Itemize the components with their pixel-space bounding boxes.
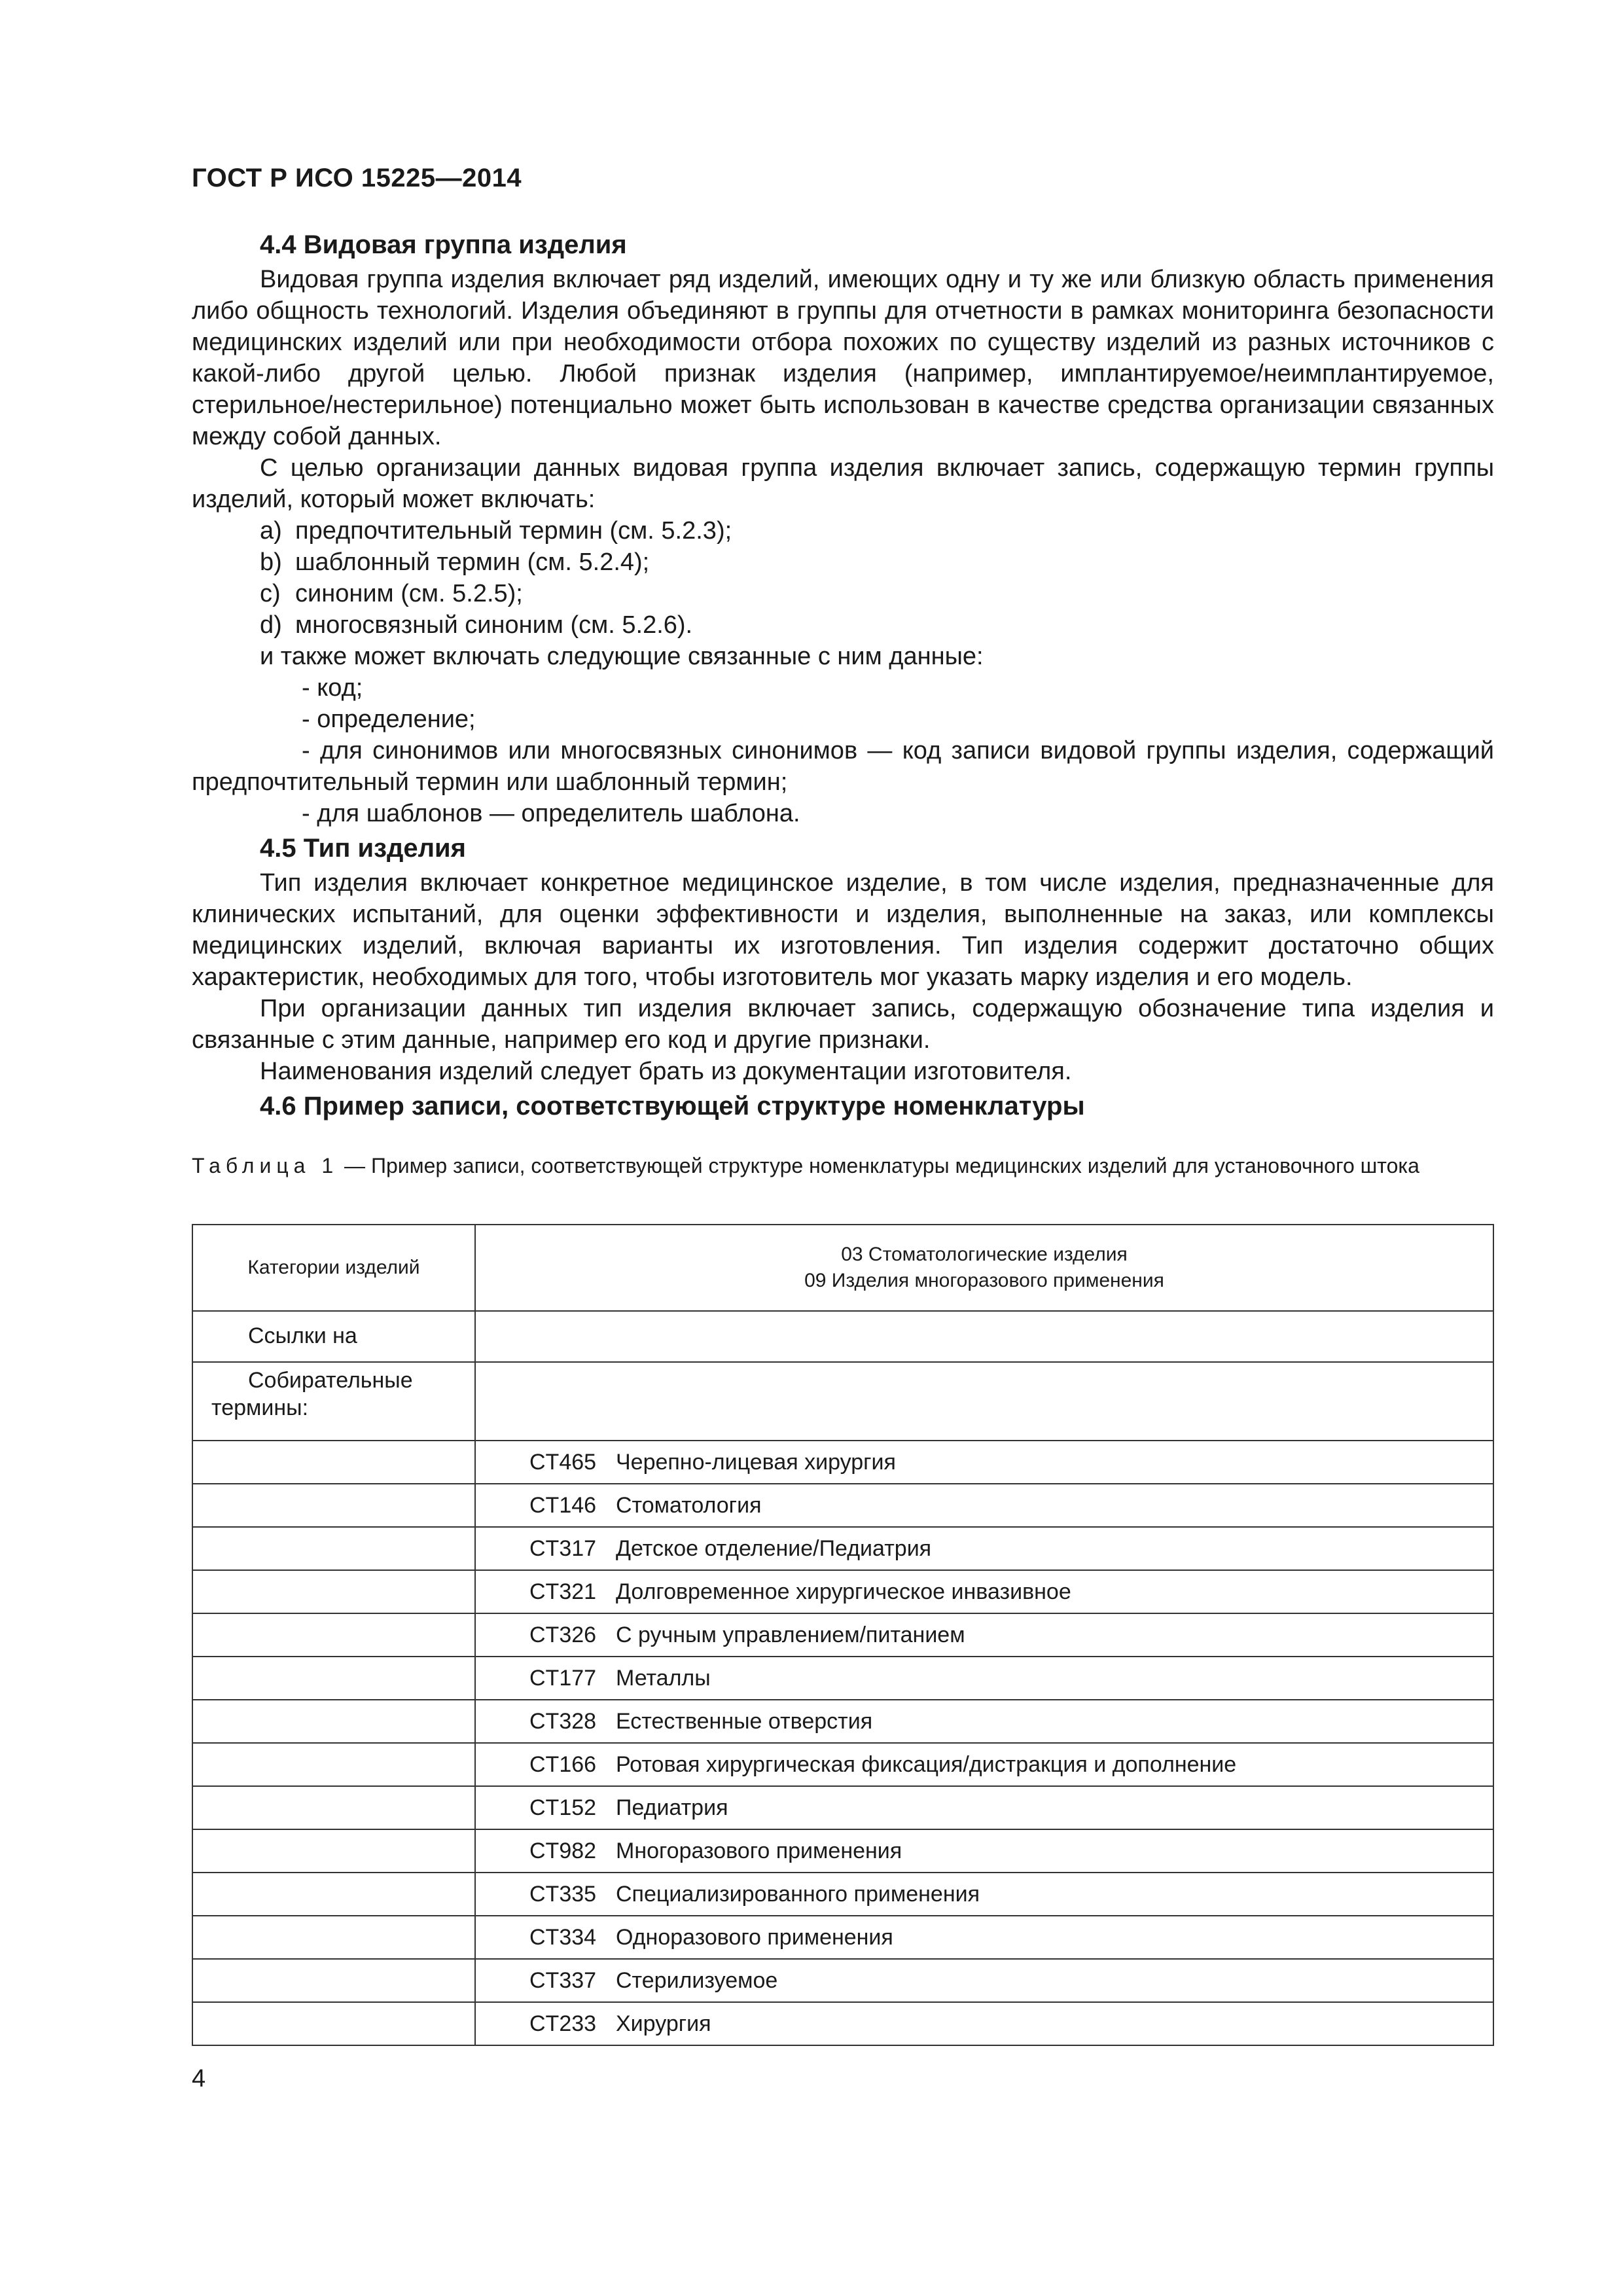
term-cell	[475, 1873, 1493, 1916]
empty-cell	[192, 1441, 475, 1484]
term-name: Черепно-лицевая хирургия	[616, 1450, 896, 1475]
section-4-5-heading: 4.5 Тип изделия	[260, 834, 466, 863]
term-code: CT326	[529, 1623, 597, 1647]
term-cell	[475, 1743, 1493, 1786]
table-row	[192, 1484, 1493, 1527]
list-item-a	[192, 515, 1494, 547]
table-row	[192, 1959, 1493, 2002]
section-4-4-heading: 4.4 Видовая группа изделия	[260, 230, 627, 259]
term-code: CT166	[529, 1752, 597, 1777]
term-cell	[475, 1786, 1493, 1829]
empty-cell	[192, 1570, 475, 1613]
section-4-6-heading: 4.6 Пример записи, соответствующей структуре номенклатуры	[260, 1092, 1085, 1121]
term-cell	[475, 1570, 1493, 1613]
term-name: Ротовая хирургическая фиксация/дистракция и дополнение	[616, 1752, 1237, 1777]
list-text: предпочтительный термин (см. 5.2.3);	[295, 517, 732, 545]
table-caption	[192, 1152, 1494, 1179]
term-name: Металлы	[616, 1666, 711, 1691]
term-code: CT321	[529, 1579, 597, 1604]
term-code: CT334	[529, 1925, 597, 1950]
header-group-09: 09 Изделия многоразового применения	[804, 1270, 1164, 1291]
term-name: Детское отделение/Педиатрия	[616, 1536, 932, 1561]
header-categories: Категории изделий	[192, 1225, 475, 1311]
list-text: синоним (см. 5.2.5);	[295, 580, 523, 607]
section-4-4-paragraph-1: Видовая группа изделия включает ряд изделий, имеющих одну и ту же или близкую область применения либо общность технологий. Изделия объединяют в группы для отчетности в рамках мониторинга безопасности медицинских изделий или при необходимости отбора похожих по существу изделий из разных источников с какой-либо другой целью. Любой признак изделия (например, имплантируемое/неимплантируемое, стерильное/нестерильное) потенциально может быть использован в качестве средства организации связанных между собой данных.	[192, 266, 1494, 450]
empty-cell	[192, 1613, 475, 1657]
term-cell	[475, 2002, 1493, 2045]
term-cell	[475, 1613, 1493, 1657]
category-cell	[192, 1362, 475, 1441]
empty-cell	[192, 1484, 475, 1527]
dash-item-definition: - определение;	[302, 706, 476, 733]
table-row	[192, 1829, 1493, 1873]
term-cell	[475, 1829, 1493, 1873]
empty-cell	[475, 1362, 1493, 1441]
term-name: Одноразового применения	[616, 1925, 893, 1950]
table-row	[192, 1916, 1493, 1959]
term-cell	[475, 1657, 1493, 1700]
table-row	[192, 1657, 1493, 1700]
dash-item-synonyms: - для синонимов или многосвязных синонимов — код записи видовой группы изделия, содержащий предпочтительный термин или шаблонный термин;	[192, 737, 1494, 796]
term-code: CT317	[529, 1536, 597, 1561]
table-row	[192, 2002, 1493, 2045]
term-code: CT335	[529, 1882, 597, 1907]
term-name: Педиатрия	[616, 1795, 728, 1820]
list-marker: c)	[260, 580, 281, 607]
nomenclature-table	[192, 1224, 1494, 2046]
list-marker: a)	[260, 517, 282, 545]
list-item-b	[192, 547, 1494, 578]
empty-cell	[192, 1700, 475, 1743]
term-name: Долговременное хирургическое инвазивное	[616, 1579, 1071, 1604]
list-text: шаблонный термин (см. 5.2.4);	[295, 548, 650, 576]
section-4-5-paragraph-1: Тип изделия включает конкретное медицинское изделие, в том числе изделия, предназначенные для клинических испытаний, для оценки эффективности и изделия, выполненные на заказ, или комплексы медицинских изделий, включая варианты их изготовления. Тип изделия содержит достаточно общих характеристик, необходимых для того, чтобы изготовитель мог указать марку изделия и его модель.	[192, 869, 1494, 991]
term-code: CT337	[529, 1968, 597, 1993]
section-4-5-paragraph-3: Наименования изделий следует брать из документации изготовителя.	[260, 1058, 1072, 1085]
term-name: Хирургия	[616, 2011, 711, 2036]
table-row	[192, 1873, 1493, 1916]
term-name: Многоразового применения	[616, 1839, 902, 1863]
page-number: 4	[192, 2065, 206, 2092]
document-body	[192, 226, 1494, 1125]
references-label: Ссылки на	[248, 1323, 357, 1348]
term-code: CT177	[529, 1666, 597, 1691]
table-row	[192, 1786, 1493, 1829]
collective-terms-label-line1: Собирательные	[248, 1368, 413, 1393]
section-4-4-paragraph-2: С целью организации данных видовая группа изделия включает запись, содержащую термин группы изделий, который может включать:	[192, 454, 1494, 513]
table-row	[192, 1700, 1493, 1743]
empty-cell	[192, 1743, 475, 1786]
term-cell	[475, 1527, 1493, 1570]
term-code: CT146	[529, 1493, 597, 1518]
empty-cell	[192, 1786, 475, 1829]
term-code: CT233	[529, 2011, 597, 2036]
table-header-row	[192, 1225, 1493, 1311]
term-cell	[475, 1484, 1493, 1527]
table-row	[192, 1570, 1493, 1613]
table-row	[192, 1613, 1493, 1657]
table-caption-text: — Пример записи, соответствующей структуре номенклатуры медицинских изделий для установочного штока	[338, 1154, 1419, 1177]
empty-cell	[192, 1657, 475, 1700]
table-row	[192, 1527, 1493, 1570]
table-row	[192, 1743, 1493, 1786]
collective-terms-label-line2: термины:	[211, 1395, 309, 1420]
term-cell	[475, 1700, 1493, 1743]
empty-cell	[192, 1873, 475, 1916]
empty-cell	[475, 1311, 1493, 1362]
table-row-collective-terms	[192, 1362, 1493, 1441]
list-text: многосвязный синоним (см. 5.2.6).	[295, 611, 693, 639]
term-cell	[475, 1916, 1493, 1959]
section-4-5-paragraph-2: При организации данных тип изделия включает запись, содержащую обозначение типа изделия и связанные с этим данные, например его код и другие признаки.	[192, 995, 1494, 1054]
table-caption-label: Таблица 1	[192, 1154, 339, 1177]
empty-cell	[192, 1829, 475, 1873]
category-cell	[192, 1311, 475, 1362]
term-name: Стоматология	[616, 1493, 762, 1518]
list-item-d	[192, 609, 1494, 641]
list-marker: d)	[260, 611, 282, 639]
term-code: CT465	[529, 1450, 597, 1475]
empty-cell	[192, 1959, 475, 2002]
term-name: Естественные отверстия	[616, 1709, 873, 1734]
term-name: Специализированного применения	[616, 1882, 980, 1907]
term-code: CT152	[529, 1795, 597, 1820]
term-name: С ручным управлением/питанием	[616, 1623, 965, 1647]
section-4-4-after-list: и также может включать следующие связанные с ним данные:	[260, 643, 984, 670]
list-marker: b)	[260, 548, 282, 576]
term-code: CT328	[529, 1709, 597, 1734]
document-header: ГОСТ Р ИСО 15225—2014	[192, 164, 522, 192]
table-row	[192, 1441, 1493, 1484]
dash-item-templates: - для шаблонов — определитель шаблона.	[302, 800, 800, 827]
term-cell	[475, 1441, 1493, 1484]
term-cell	[475, 1959, 1493, 2002]
empty-cell	[192, 1527, 475, 1570]
empty-cell	[192, 1916, 475, 1959]
list-item-c	[192, 578, 1494, 609]
term-name: Стерилизуемое	[616, 1968, 778, 1993]
header-groups	[475, 1225, 1493, 1311]
term-code: CT982	[529, 1839, 597, 1863]
dash-item-code: - код;	[302, 674, 363, 702]
table-row-references	[192, 1311, 1493, 1362]
header-group-03: 03 Стоматологические изделия	[841, 1244, 1128, 1265]
empty-cell	[192, 2002, 475, 2045]
